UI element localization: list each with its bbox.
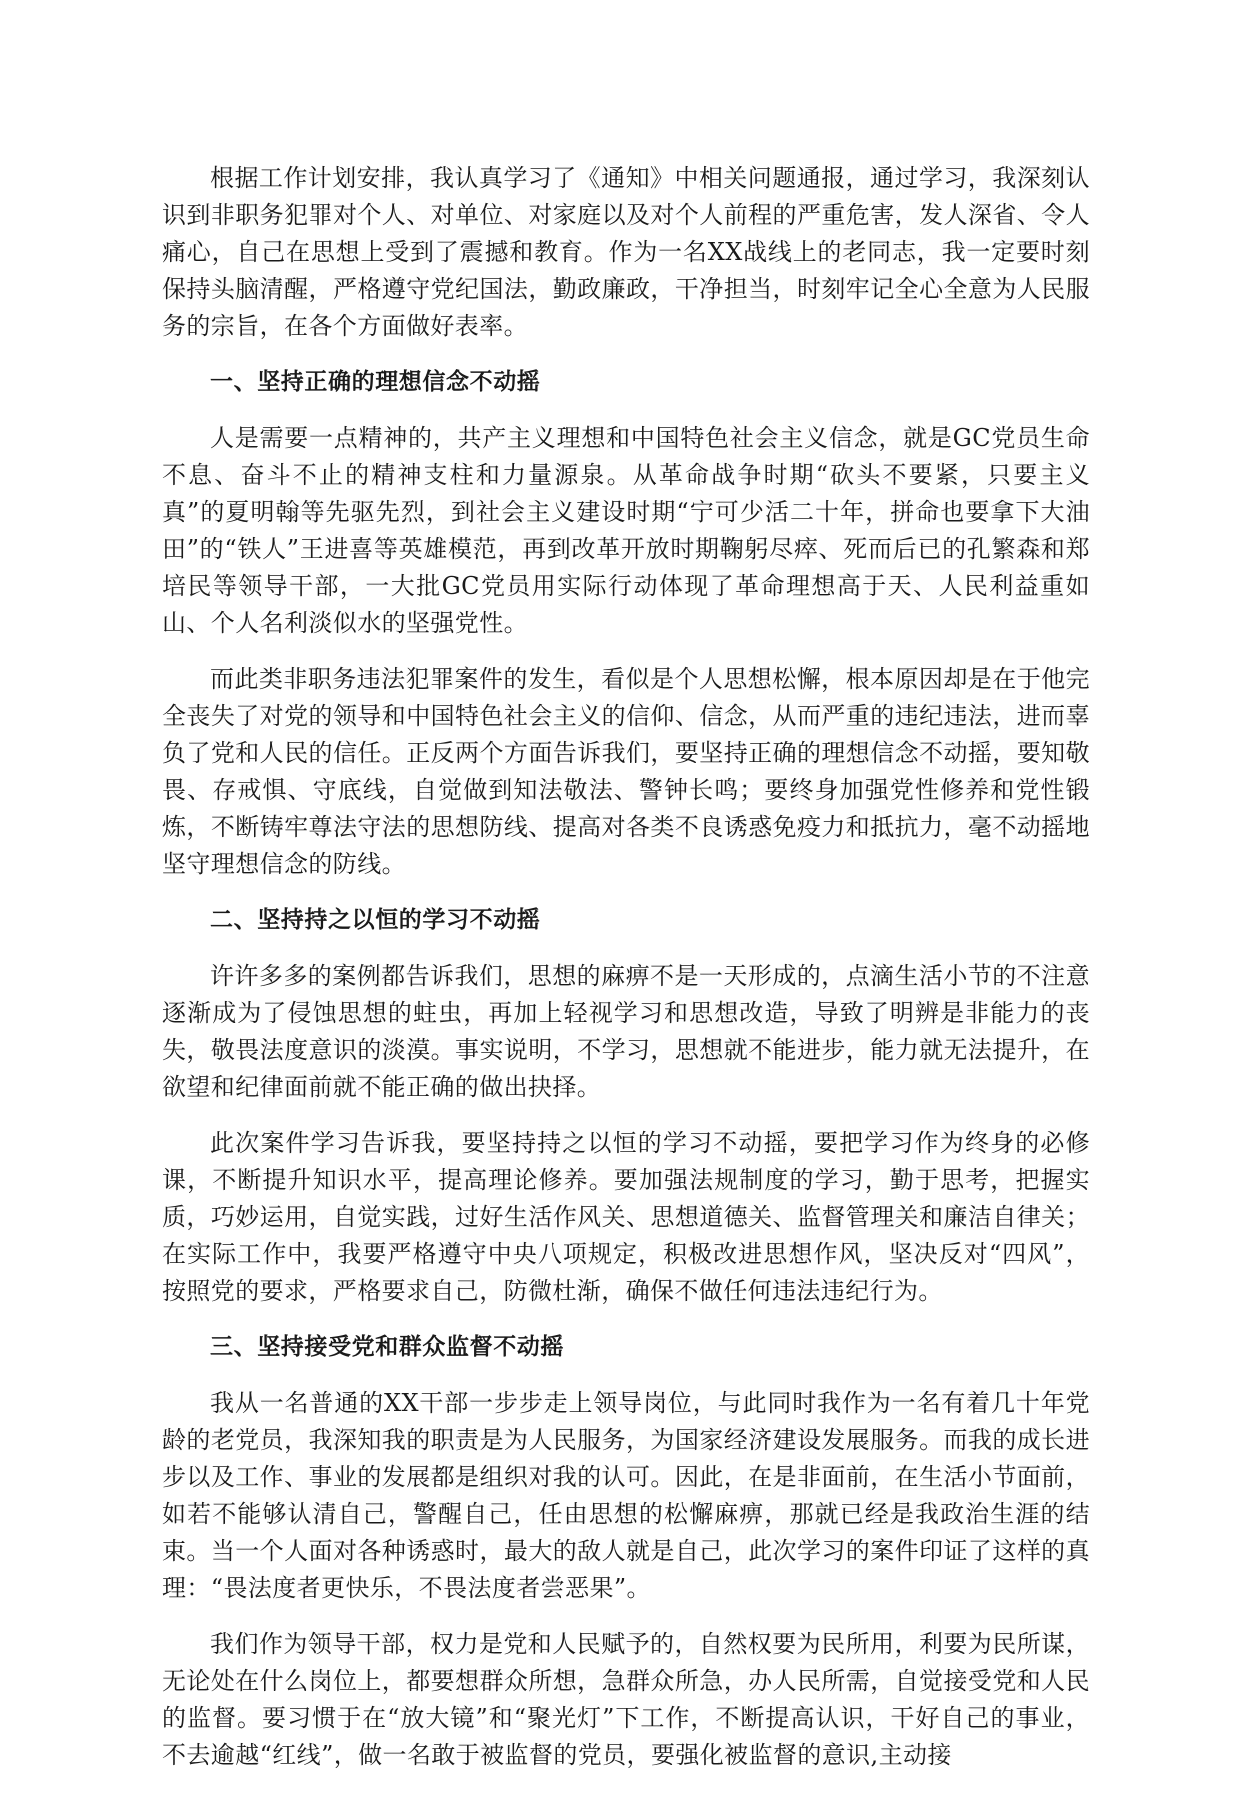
- section-1-paragraph-2: 而此类非职务违法犯罪案件的发生，看似是个人思想松懈，根本原因却是在于他完全丧失了对党的领导和中国特色社会主义的信仰、信念，从而严重的违纪违法，进而辜负了党和人民的信任。正反两个方面告诉我们，要坚持正确的理想信念不动摇，要知敬畏、存戒惧、守底线，自觉做到知法敬法、警钟长鸣；要终身加强党性修养和党性锻炼，不断铸牢尊法守法的思想防线、提高对各类不良诱惑免疫力和抵抗力，毫不动摇地坚守理想信念的防线。: [162, 665, 1090, 878]
- section-1-heading: 一、坚持正确的理想信念不动摇: [210, 369, 541, 395]
- section-2-paragraph-2: 此次案件学习告诉我，要坚持持之以恒的学习不动摇，要把学习作为终身的必修课，不断提升知识水平，提高理论修养。要加强法规制度的学习，勤于思考，把握实质，巧妙运用，自觉实践，过好生活作风关、思想道德关、监督管理关和廉洁自律关；在实际工作中，我要严格遵守中央八项规定，积极改进思想作风，坚决反对“四风”，按照党的要求，严格要求自己，防微杜渐，确保不做任何违法违纪行为。: [162, 1129, 1090, 1305]
- section-3-paragraph-2: 我们作为领导干部，权力是党和人民赋予的，自然权要为民所用，利要为民所谋，无论处在什么岗位上，都要想群众所想，急群众所急，办人民所需，自觉接受党和人民的监督。要习惯于在“放大镜”和“聚光灯”下工作，不断提高认识，干好自己的事业，不去逾越“红线”，做一名敢于被监督的党员，要强化被监督的意识,主动接: [162, 1630, 1090, 1769]
- document-page: [162, 160, 1090, 1793]
- intro-paragraph: 根据工作计划安排，我认真学习了《通知》中相关问题通报，通过学习，我深刻认识到非职务犯罪对个人、对单位、对家庭以及对个人前程的严重危害，发人深省、令人痛心，自己在思想上受到了震撼和教育。作为一名XX战线上的老同志，我一定要时刻保持头脑清醒，严格遵守党纪国法，勤政廉政，干净担当，时刻牢记全心全意为人民服务的宗旨，在各个方面做好表率。: [162, 164, 1090, 340]
- section-3-heading: 三、坚持接受党和群众监督不动摇: [210, 1334, 564, 1360]
- section-3-paragraph-1: 我从一名普通的XX干部一步步走上领导岗位，与此同时我作为一名有着几十年党龄的老党员，我深知我的职责是为人民服务，为国家经济建设发展服务。而我的成长进步以及工作、事业的发展都是组织对我的认可。因此，在是非面前，在生活小节面前，如若不能够认清自己，警醒自己，任由思想的松懈麻痹，那就已经是我政治生涯的结束。当一个人面对各种诱惑时，最大的敌人就是自己，此次学习的案件印证了这样的真理：“畏法度者更快乐，不畏法度者尝恶果”。: [162, 1389, 1090, 1602]
- section-2-paragraph-1: 许许多多的案例都告诉我们，思想的麻痹不是一天形成的，点滴生活小节的不注意逐渐成为了侵蚀思想的蛀虫，再加上轻视学习和思想改造，导致了明辨是非能力的丧失，敬畏法度意识的淡漠。事实说明，不学习，思想就不能进步，能力就无法提升，在欲望和纪律面前就不能正确的做出抉择。: [162, 962, 1090, 1101]
- section-1-paragraph-1: 人是需要一点精神的，共产主义理想和中国特色社会主义信念，就是GC党员生命不息、奋斗不止的精神支柱和力量源泉。从革命战争时期“砍头不要紧，只要主义真”的夏明翰等先驱先烈，到社会主义建设时期“宁可少活二十年，拼命也要拿下大油田”的“铁人”王进喜等英雄模范，再到改革开放时期鞠躬尽瘁、死而后已的孔繁森和郑培民等领导干部，一大批GC党员用实际行动体现了革命理想高于天、人民利益重如山、个人名利淡似水的坚强党性。: [162, 424, 1090, 637]
- section-2-heading: 二、坚持持之以恒的学习不动摇: [210, 907, 541, 933]
